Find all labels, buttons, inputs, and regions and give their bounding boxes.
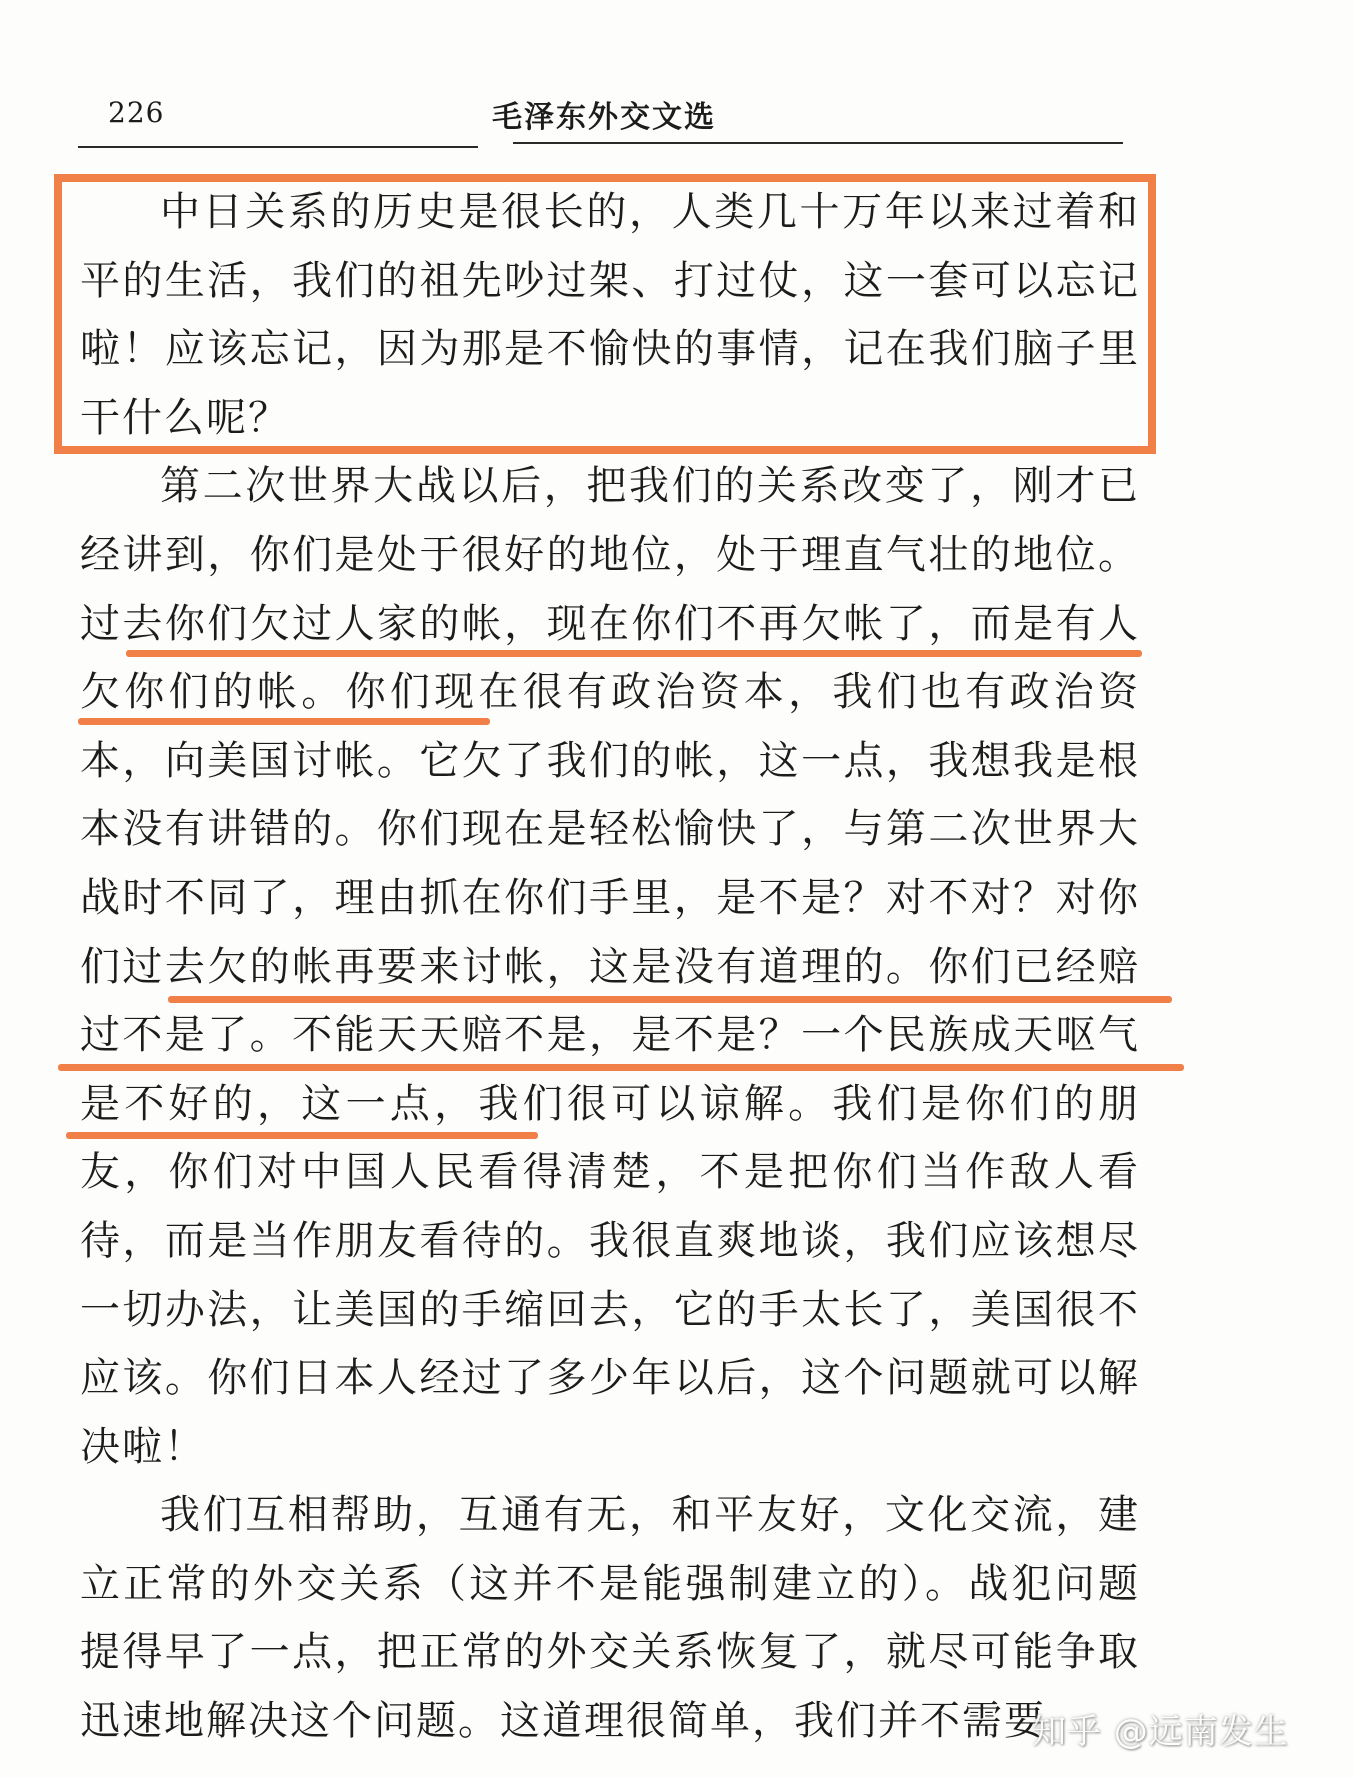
highlight-box xyxy=(54,174,1156,454)
underline-mark xyxy=(66,1132,538,1139)
header-rule-right xyxy=(513,142,1123,144)
page-header xyxy=(0,0,1353,160)
underline-mark xyxy=(126,650,1142,657)
header-rule-left xyxy=(78,146,478,148)
underline-mark xyxy=(168,996,1172,1003)
underline-mark xyxy=(58,1064,1184,1071)
paragraph: 我们互相帮助，互通有无，和平友好，文化交流，建立正常的外交关系（这并不是能强制建立的）。战犯问题提得早了一点，把正常的外交关系恢复了，就尽可能争取迅速地解决这个问题。这道理很简单，我们并不需要 xyxy=(80,1492,1140,1745)
page-number: 226 xyxy=(108,96,165,129)
paragraph: 中日关系的历史是很长的，人类几十万年以来过着和平的生活，我们的祖先吵过架、打过仗，这一套可以忘记啦！应该忘记，因为那是不愉快的事情，记在我们脑子里干什么呢？ xyxy=(80,189,1140,441)
book-title: 毛泽东外交文选 xyxy=(492,100,716,135)
paragraph: 第二次世界大战以后，把我们的关系改变了，刚才已经讲到，你们是处于很好的地位，处于理直气壮的地位。过去你们欠过人家的帐，现在你们不再欠帐了，而是有人欠你们的帐。你们现在很有政治资本，我们也有政治资本，向美国讨帐。它欠了我们的帐，这一点，我想我是根本没有讲错的。你们现在是轻松愉快了，与第二次世界大战时不同了，理由抓在你们手里，是不是？对不对？对你们过去欠的帐再要来讨帐，这是没有道理的。你们已经赔过不是了。不能天天赔不是，是不是？一个民族成天呕气是不好的，这一点，我们很可以谅解。我们是你们的朋友，你们对中国人民看得清楚，不是把你们当作敌人看待，而是当作朋友看待的。我很直爽地谈，我们应该想尽一切办法，让美国的手缩回去，它的手太长了，美国很不应该。你们日本人经过了多少年以后，这个问题就可以解决啦！ xyxy=(80,463,1140,1470)
underline-mark xyxy=(78,718,490,725)
watermark: 知乎 @远南发生 xyxy=(1032,1712,1289,1752)
